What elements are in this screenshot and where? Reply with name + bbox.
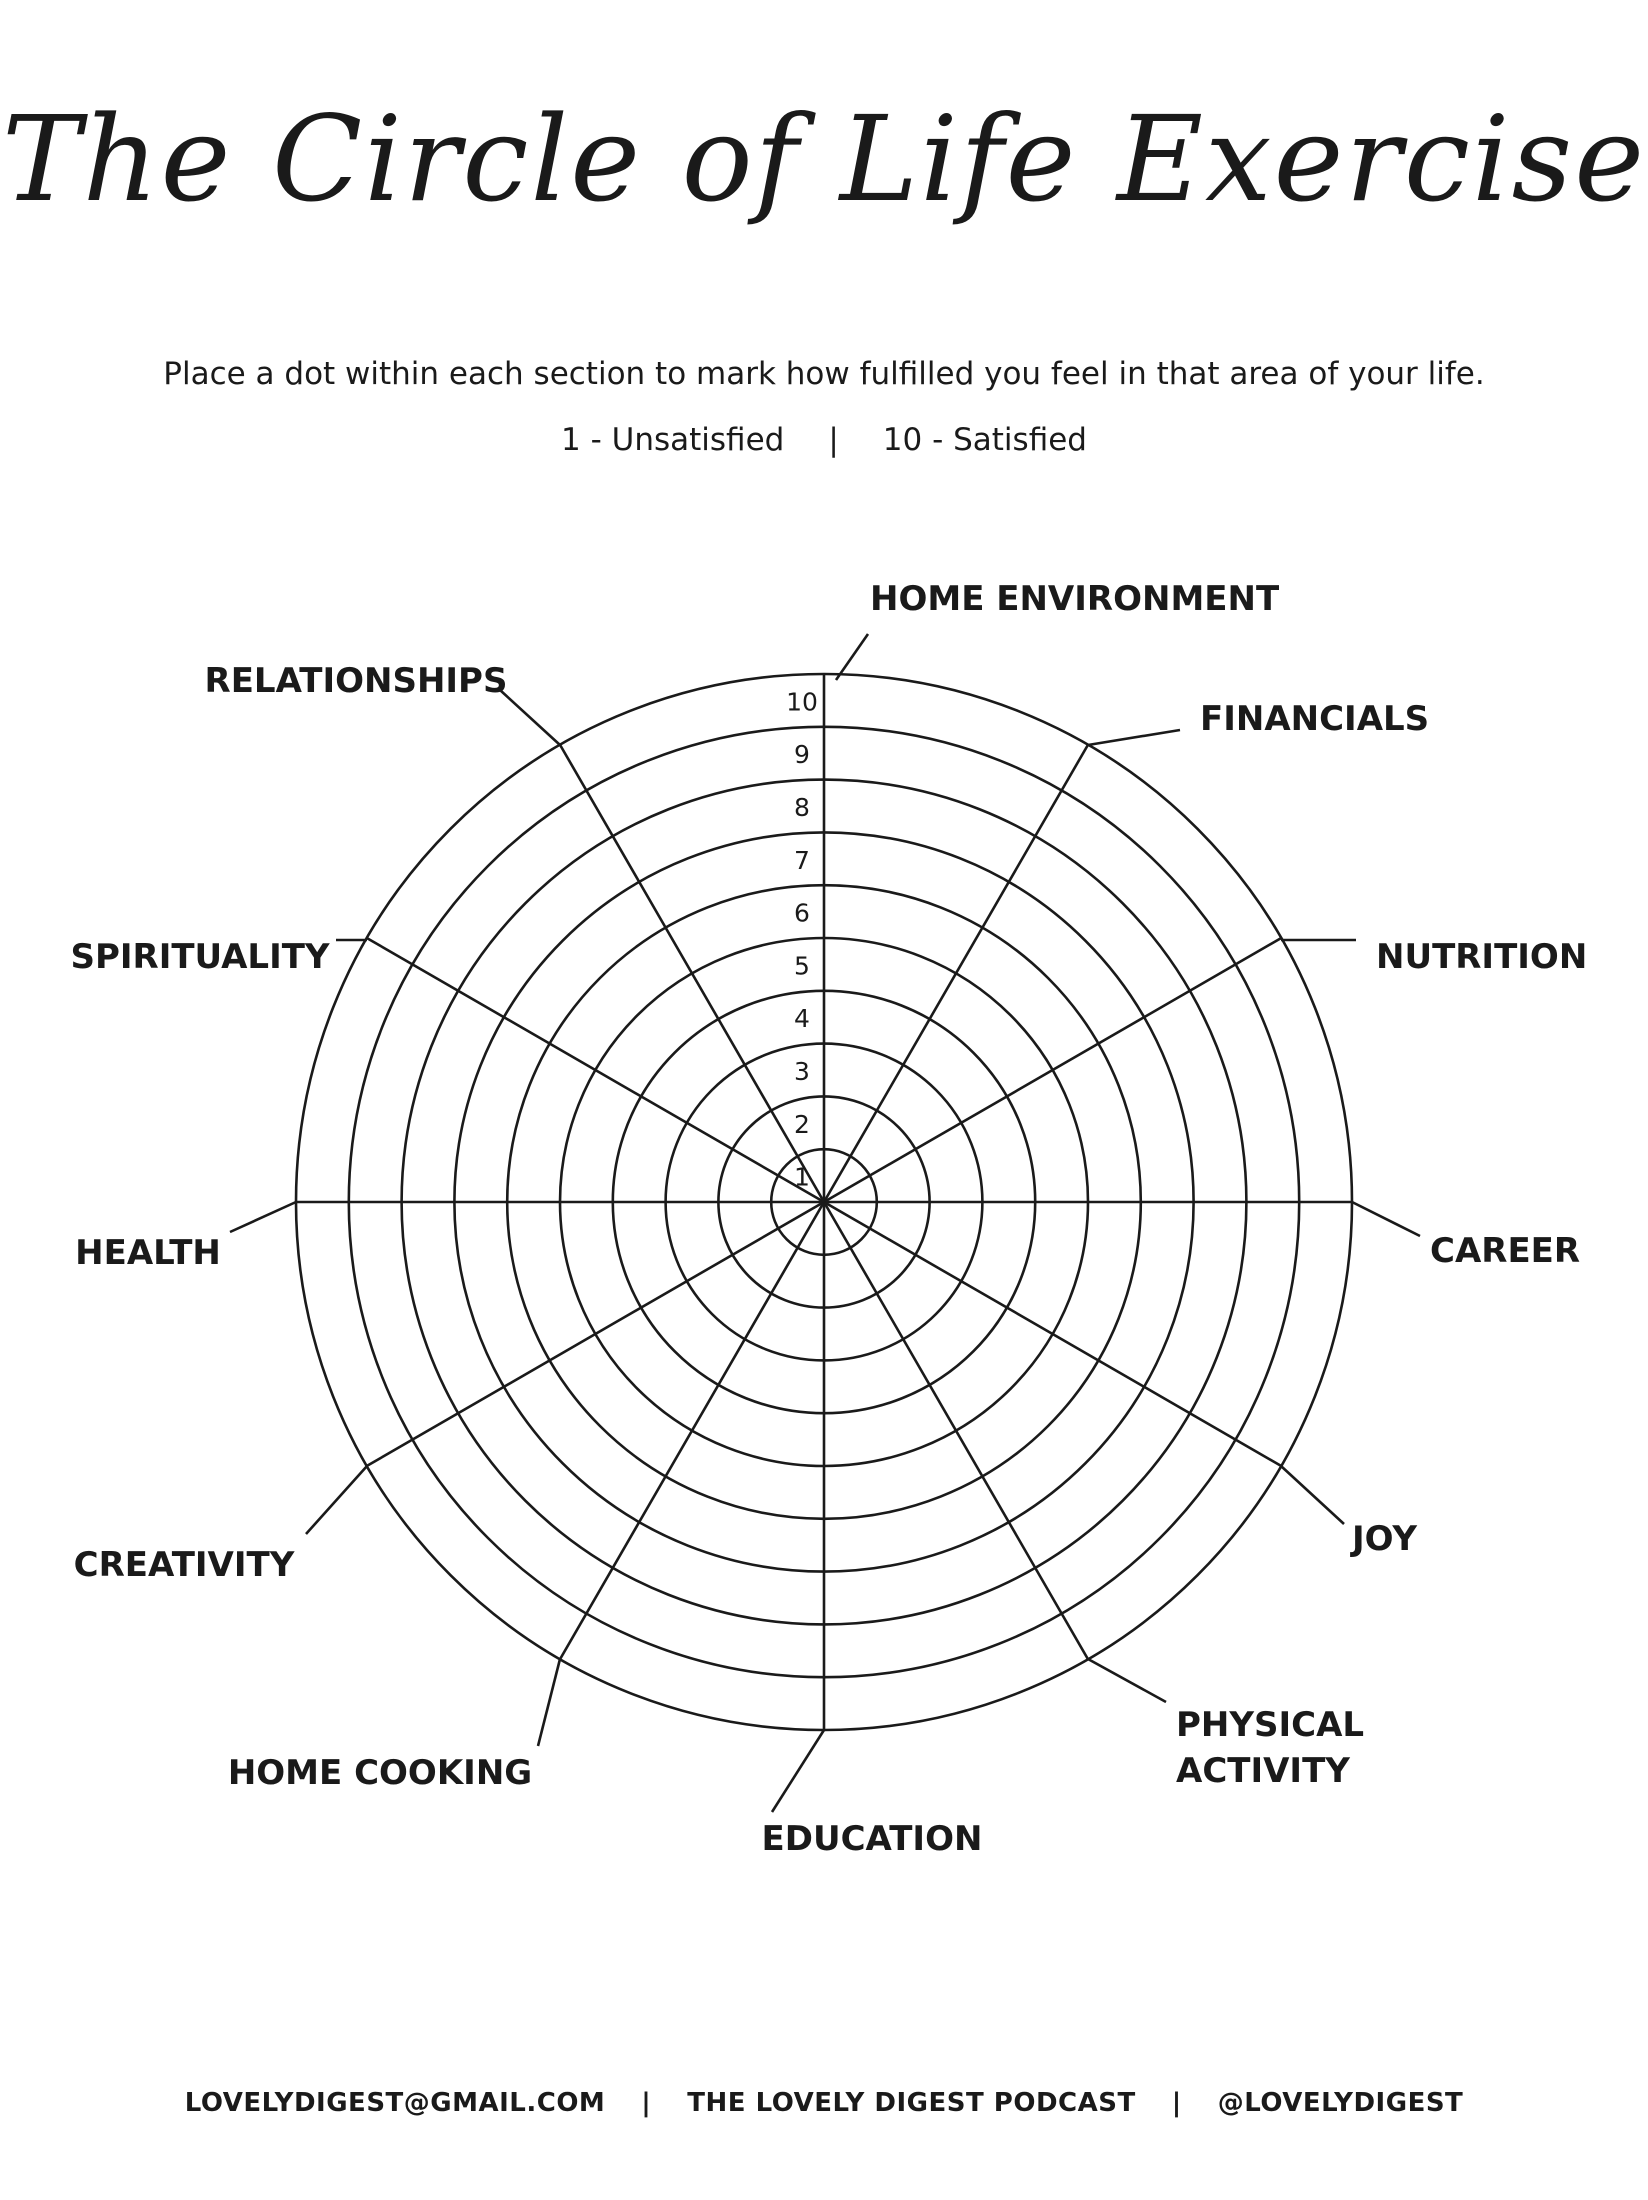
- ring-label-2: 2: [794, 1109, 810, 1139]
- spoke-11: [367, 938, 824, 1202]
- segment-label: CREATIVITY: [73, 1545, 295, 1585]
- spoke-6: [824, 1202, 1088, 1659]
- segment-label: RELATIONSHIPS: [204, 661, 508, 701]
- leader-line: [306, 1466, 367, 1534]
- segment-label: HOME COOKING: [227, 1753, 533, 1793]
- scale-separator: |: [828, 422, 839, 458]
- segment-label: HOME ENVIRONMENT: [870, 579, 1280, 619]
- spoke-5: [824, 1202, 1281, 1466]
- segment-label: FINANCIALS: [1200, 699, 1430, 739]
- footer-separator: |: [641, 2088, 652, 2118]
- segment-label: EDUCATION: [761, 1819, 983, 1859]
- segment-label: JOY: [1352, 1519, 1417, 1559]
- footer-handle[interactable]: @LOVELYDIGEST: [1217, 2088, 1464, 2118]
- leader-line: [1281, 1466, 1344, 1524]
- leader-line: [230, 1202, 296, 1232]
- segment-label: ACTIVITY: [1176, 1751, 1350, 1791]
- ring-label-8: 8: [794, 793, 810, 822]
- spoke-3: [824, 938, 1281, 1202]
- instruction-text: Place a dot within each section to mark how fulfilled you feel in that area of your life.: [163, 356, 1485, 392]
- leader-line: [1352, 1202, 1420, 1236]
- ring-label-3: 3: [794, 1057, 810, 1086]
- leader-line: [1088, 1659, 1166, 1702]
- leader-line: [1088, 730, 1180, 745]
- segment-label: CAREER: [1430, 1231, 1581, 1271]
- ring-label-5: 5: [794, 951, 810, 981]
- segment-label: HEALTH: [75, 1233, 221, 1273]
- spoke-9: [367, 1202, 824, 1466]
- ring-label-4: 4: [794, 1004, 810, 1034]
- footer: [0, 2088, 1648, 2118]
- scale-high-label: 10 - Satisfied: [882, 422, 1087, 458]
- leader-line: [538, 1659, 560, 1746]
- ring-label-9: 9: [794, 740, 810, 770]
- leader-line: [772, 1730, 824, 1812]
- footer-separator: |: [1171, 2088, 1182, 2118]
- leader-line: [500, 690, 560, 745]
- leader-line: [836, 634, 868, 680]
- ring-label-1: 1: [794, 1162, 810, 1192]
- footer-podcast[interactable]: THE LOVELY DIGEST PODCAST: [687, 2088, 1136, 2118]
- ring-label-10: 10: [786, 687, 818, 717]
- spoke-8: [560, 1202, 824, 1659]
- segment-label: NUTRITION: [1376, 937, 1588, 977]
- ring-label-6: 6: [794, 898, 810, 928]
- page-title: The Circle of Life Exercise: [1, 90, 1647, 228]
- spoke-12: [560, 745, 824, 1202]
- segment-label: PHYSICAL: [1176, 1705, 1365, 1745]
- scale-low-label: 1 - Unsatisfied: [561, 422, 785, 458]
- segment-label: SPIRITUALITY: [70, 937, 330, 977]
- footer-email[interactable]: LOVELYDIGEST@GMAIL.COM: [184, 2088, 606, 2118]
- ring-label-7: 7: [794, 845, 810, 875]
- spoke-2: [824, 745, 1088, 1202]
